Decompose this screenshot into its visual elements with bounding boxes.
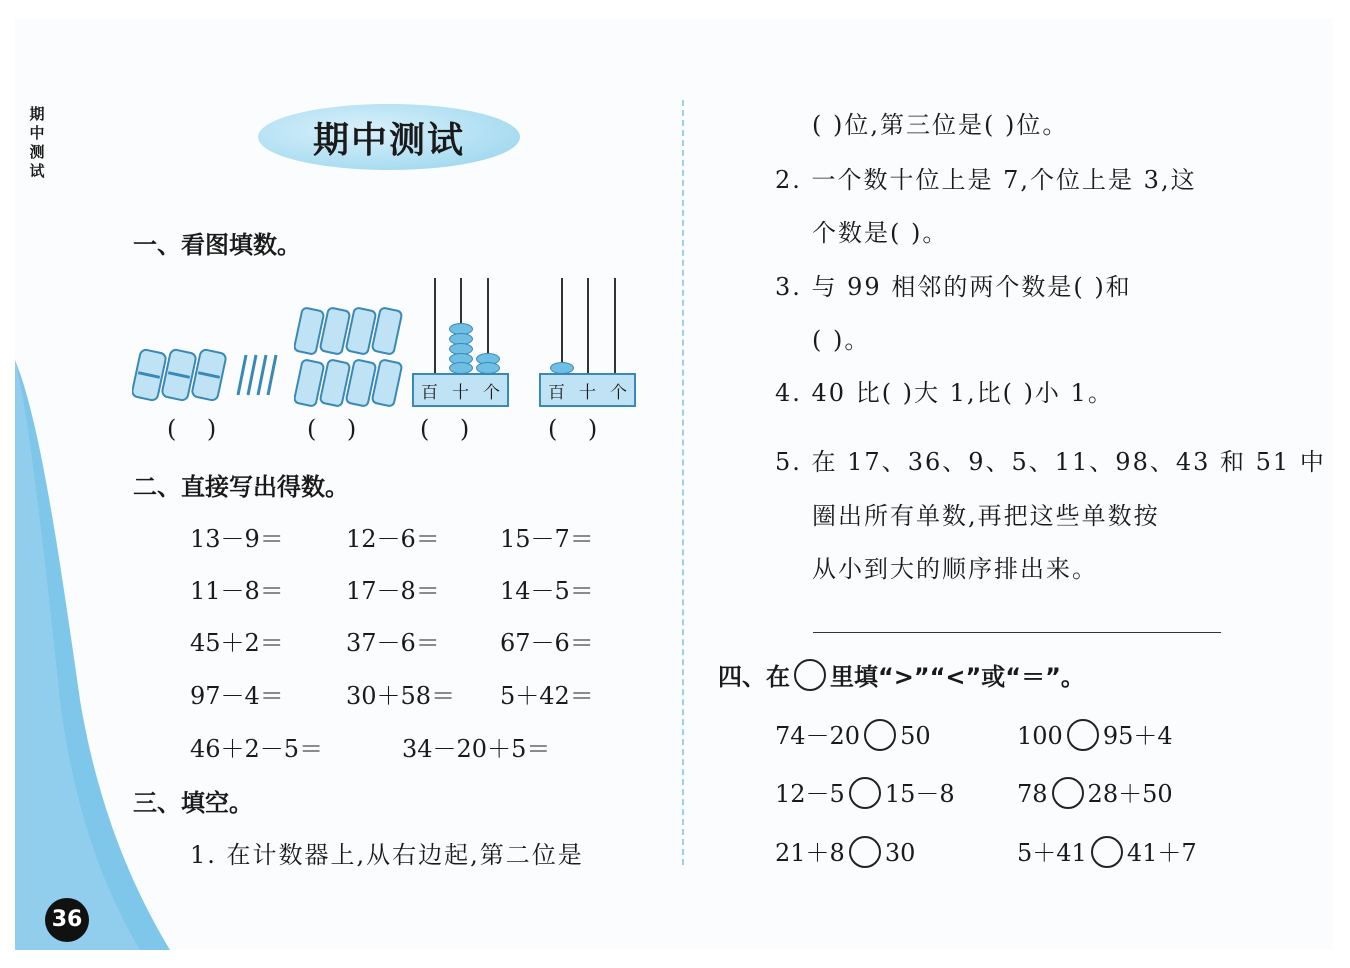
equation: 15－7＝	[500, 525, 594, 553]
equation: 11－8＝	[190, 577, 284, 605]
question-5-line-3: 从小到大的顺序排出来。	[812, 555, 1098, 583]
page-divider	[682, 100, 684, 865]
equation: 37－6＝	[346, 629, 440, 657]
compare-right: 15－8	[884, 780, 955, 808]
equation: 67－6＝	[500, 629, 594, 657]
vertical-section-label: 期中测试	[29, 105, 45, 180]
question-2-line-2: 个数是( )。	[812, 219, 949, 247]
equation: 13－9＝	[190, 525, 284, 553]
abacus-rod	[434, 278, 436, 373]
compare-right: 41＋7	[1126, 839, 1197, 867]
stick-bundles-group-2	[294, 305, 406, 410]
abacus-rod	[614, 278, 616, 373]
equation: 17－8＝	[346, 577, 440, 605]
section4-heading-end: 里填“>”“<”或“＝”。	[830, 663, 1085, 691]
equation: 34－20＋5＝	[402, 735, 551, 763]
compare-left: 21＋8	[775, 839, 845, 867]
abacus-label-hundreds: 百	[421, 382, 438, 403]
answer-line[interactable]	[813, 632, 1221, 633]
equation: 30＋58＝	[346, 682, 456, 710]
abacus-label-tens: 十	[452, 382, 469, 403]
single-stick-icon	[238, 355, 276, 395]
compare-left: 12－5	[775, 780, 845, 808]
compare-circle[interactable]	[1091, 836, 1123, 868]
abacus-base	[412, 373, 509, 407]
compare-circle[interactable]	[849, 777, 881, 809]
compare-right: 95＋4	[1102, 722, 1173, 750]
compare-circle[interactable]	[849, 836, 881, 868]
compare-item	[1017, 774, 1173, 812]
section4-heading	[718, 657, 1085, 694]
compare-right: 30	[884, 839, 916, 867]
question-5-line-2: 圈出所有单数,再把这些单数按	[812, 502, 1160, 530]
compare-item	[775, 716, 931, 754]
compare-circle[interactable]	[864, 719, 896, 751]
answer-blank[interactable]: ( )	[167, 415, 217, 443]
question-1-line-1: 1. 在计数器上,从右边起,第二位是	[190, 841, 584, 869]
question-3-line-2: ( )。	[812, 326, 871, 354]
compare-left: 100	[1017, 722, 1063, 750]
question-5-line-1: 5. 在 17、36、9、5、11、98、43 和 51 中	[775, 448, 1326, 476]
abacus-label-ones: 个	[610, 382, 627, 403]
section2-heading: 二、直接写出得数。	[133, 473, 349, 501]
abacus-label-ones: 个	[483, 382, 500, 403]
compare-item	[1017, 833, 1197, 871]
equation: 12－6＝	[346, 525, 440, 553]
answer-blank[interactable]: ( )	[420, 415, 470, 443]
equation: 97－4＝	[190, 682, 284, 710]
answer-blank[interactable]: ( )	[548, 415, 598, 443]
question-4: 4. 40 比( )大 1,比( )小 1。	[775, 379, 1114, 407]
abacus-label-hundreds: 百	[548, 382, 565, 403]
compare-right: 50	[900, 722, 931, 750]
abacus-base	[539, 373, 636, 407]
abacus-label-tens: 十	[579, 382, 596, 403]
abacus-rod	[561, 278, 563, 373]
compare-item	[775, 774, 955, 812]
abacus-rod	[587, 278, 589, 373]
compare-circle[interactable]	[1052, 777, 1084, 809]
compare-circle[interactable]	[1067, 719, 1099, 751]
equation: 5＋42＝	[500, 682, 594, 710]
page-title: 期中测试	[312, 120, 465, 161]
question-1-line-2: ( )位,第三位是( )位。	[812, 111, 1069, 139]
section4-heading-start: 四、在	[718, 663, 790, 691]
answer-blank[interactable]: ( )	[307, 415, 357, 443]
equation: 45＋2＝	[190, 629, 284, 657]
section3-heading: 三、填空。	[133, 789, 253, 817]
question-3-line-1: 3. 与 99 相邻的两个数是( )和	[775, 273, 1132, 301]
compare-right: 28＋50	[1087, 780, 1173, 808]
compare-item	[1017, 716, 1173, 754]
compare-left: 74－20	[775, 722, 861, 750]
equation: 14－5＝	[500, 577, 594, 605]
page-number: 36	[45, 898, 89, 942]
section1-heading: 一、看图填数。	[133, 231, 301, 259]
bundle-of-ten-sticks-icon	[191, 349, 226, 401]
stick-bundles-group-1	[132, 345, 282, 405]
equation: 46＋2－5＝	[190, 735, 324, 763]
bundle-of-ten-sticks-icon	[161, 349, 196, 401]
compare-item	[775, 833, 915, 871]
compare-left: 78	[1017, 780, 1048, 808]
bundle-of-ten-sticks-icon	[132, 349, 167, 401]
compare-left: 5＋41	[1017, 839, 1087, 867]
question-2-line-1: 2. 一个数十位上是 7,个位上是 3,这	[775, 166, 1197, 194]
circle-icon	[794, 659, 826, 691]
